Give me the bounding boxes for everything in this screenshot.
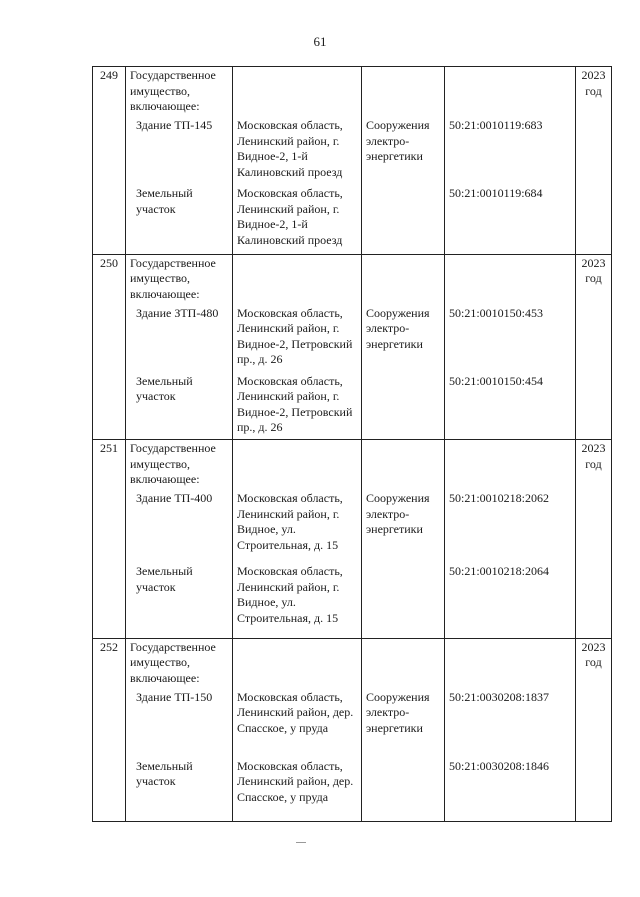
table-row	[93, 67, 612, 118]
item-type: Сооружения электро-энергетики	[362, 490, 445, 563]
item-name: Земельный участок	[136, 186, 193, 216]
row-number: 249	[93, 67, 126, 118]
scan-mark	[296, 842, 306, 843]
item-name: Земельный участок	[136, 758, 193, 788]
item-cadastral: 50:21:0010150:453	[445, 305, 576, 373]
item-name: Здание ТП-400	[136, 491, 213, 505]
item-name: Здание ТП-150	[136, 689, 213, 704]
row-number: 251	[93, 440, 126, 491]
table-row	[93, 185, 612, 254]
year-cell: 2023 год	[576, 638, 612, 689]
item-cadastral: 50:21:0010218:2062	[445, 490, 576, 563]
item-cadastral: 50:21:0010119:684	[445, 185, 576, 254]
item-address: Московская область, Ленинский район, г. Видное-2, 1-й Калиновский проезд	[233, 117, 362, 185]
item-name: Земельный участок	[136, 373, 193, 403]
item-name: Здание ТП-145	[136, 118, 213, 132]
item-type: Сооружения электро-энергетики	[362, 689, 445, 758]
item-address: Московская область, Ленинский район, г. Видное-2, 1-й Калиновский проезд	[233, 185, 362, 254]
item-address: Московская область, Ленинский район, г. Видное-2, Петровский пр., д. 26	[233, 373, 362, 440]
year-cell: 2023 год	[576, 440, 612, 491]
table-row	[93, 305, 612, 373]
item-cadastral: 50:21:0010150:454	[445, 373, 576, 440]
item-cadastral: 50:21:0030208:1837	[445, 689, 576, 758]
item-name: Здание ЗТП-480	[136, 305, 219, 320]
item-address: Московская область, Ленинский район, г. Видное, ул. Строительная, д. 15	[233, 563, 362, 638]
item-name: Земельный участок	[136, 564, 193, 594]
item-address: Московская область, Ленинский район, г. Видное-2, Петровский пр., д. 26	[233, 305, 362, 373]
item-cadastral: 50:21:0010119:683	[445, 117, 576, 185]
item-type	[362, 373, 445, 440]
row-number: 252	[93, 638, 126, 689]
item-address: Московская область, Ленинский район, дер. Спасское, у пруда	[233, 758, 362, 822]
group-heading: Государственное имущество, включающее:	[126, 440, 233, 491]
table-row	[93, 563, 612, 638]
table-row	[93, 689, 612, 758]
row-number: 250	[93, 254, 126, 305]
item-cadastral: 50:21:0010218:2064	[445, 563, 576, 638]
table-row	[93, 373, 612, 440]
table-row	[93, 440, 612, 491]
table-row	[93, 638, 612, 689]
year-cell: 2023 год	[576, 67, 612, 118]
item-type	[362, 185, 445, 254]
item-cadastral: 50:21:0030208:1846	[445, 758, 576, 822]
item-type: Сооружения электро-энергетики	[362, 117, 445, 185]
page-number: 61	[313, 34, 327, 49]
property-register-table	[92, 66, 612, 822]
item-type	[362, 563, 445, 638]
table-row	[93, 490, 612, 563]
year-cell: 2023 год	[576, 254, 612, 305]
group-heading: Государственное имущество, включающее:	[126, 638, 233, 689]
table-row	[93, 117, 612, 185]
item-address: Московская область, Ленинский район, г. Видное, ул. Строительная, д. 15	[233, 490, 362, 563]
item-type: Сооружения электро-энергетики	[362, 305, 445, 373]
group-heading: Государственное имущество, включающее:	[126, 254, 233, 305]
table-row	[93, 758, 612, 822]
table-row	[93, 254, 612, 305]
item-type	[362, 758, 445, 822]
group-heading: Государственное имущество, включающее:	[126, 67, 233, 118]
item-address: Московская область, Ленинский район, дер. Спасское, у пруда	[233, 689, 362, 758]
